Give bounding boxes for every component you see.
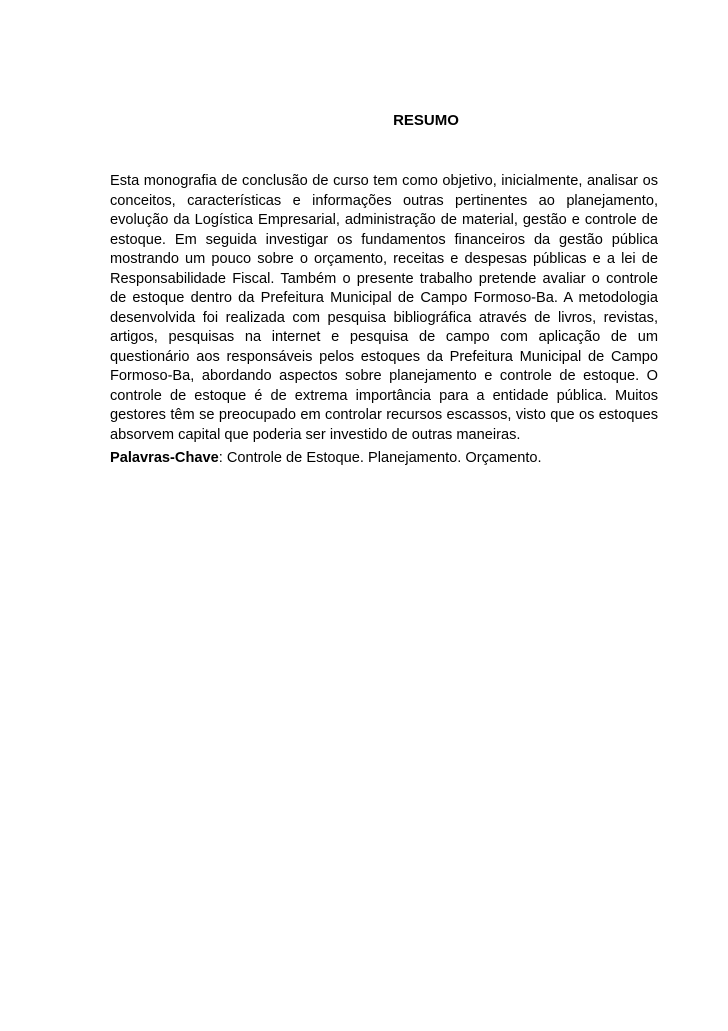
keywords-label: Palavras-Chave bbox=[110, 450, 219, 466]
keywords-separator: : bbox=[218, 450, 223, 466]
title-text: RESUMO bbox=[393, 112, 459, 129]
keywords-text: Controle de Estoque. Planejamento. Orçamento. bbox=[222, 450, 542, 466]
keywords-line bbox=[110, 449, 658, 469]
page-title bbox=[110, 111, 658, 131]
abstract-paragraph: Esta monografia de conclusão de curso tem como objetivo, inicialmente, analisar os conceitos, características e informações outras pertinentes ao planejamento, evolução da Logística Empresarial, administração de material, gestão e controle de estoque. Em seguida investigar os fundamentos financeiros da gestão pública mostrando um pouco sobre o orçamento, receitas e despesas públicas e a lei de Responsabilidade Fiscal. Também o presente trabalho pretende avaliar o controle de estoque dentro da Prefeitura Municipal de Campo Formoso-Ba. A metodologia desenvolvida foi realizada com pesquisa bibliográfica através de livros, revistas, artigos, pesquisas na internet e pesquisa de campo com aplicação de um questionário aos responsáveis pelos estoques da Prefeitura Municipal de Campo Formoso-Ba, abordando aspectos sobre planejamento e controle de estoque. O controle de estoque é de extrema importância para a entidade pública. Muitos gestores têm se preocupado em controlar recursos escassos, visto que os estoques absorvem capital que poderia ser investido de outras maneiras. bbox=[110, 173, 658, 443]
